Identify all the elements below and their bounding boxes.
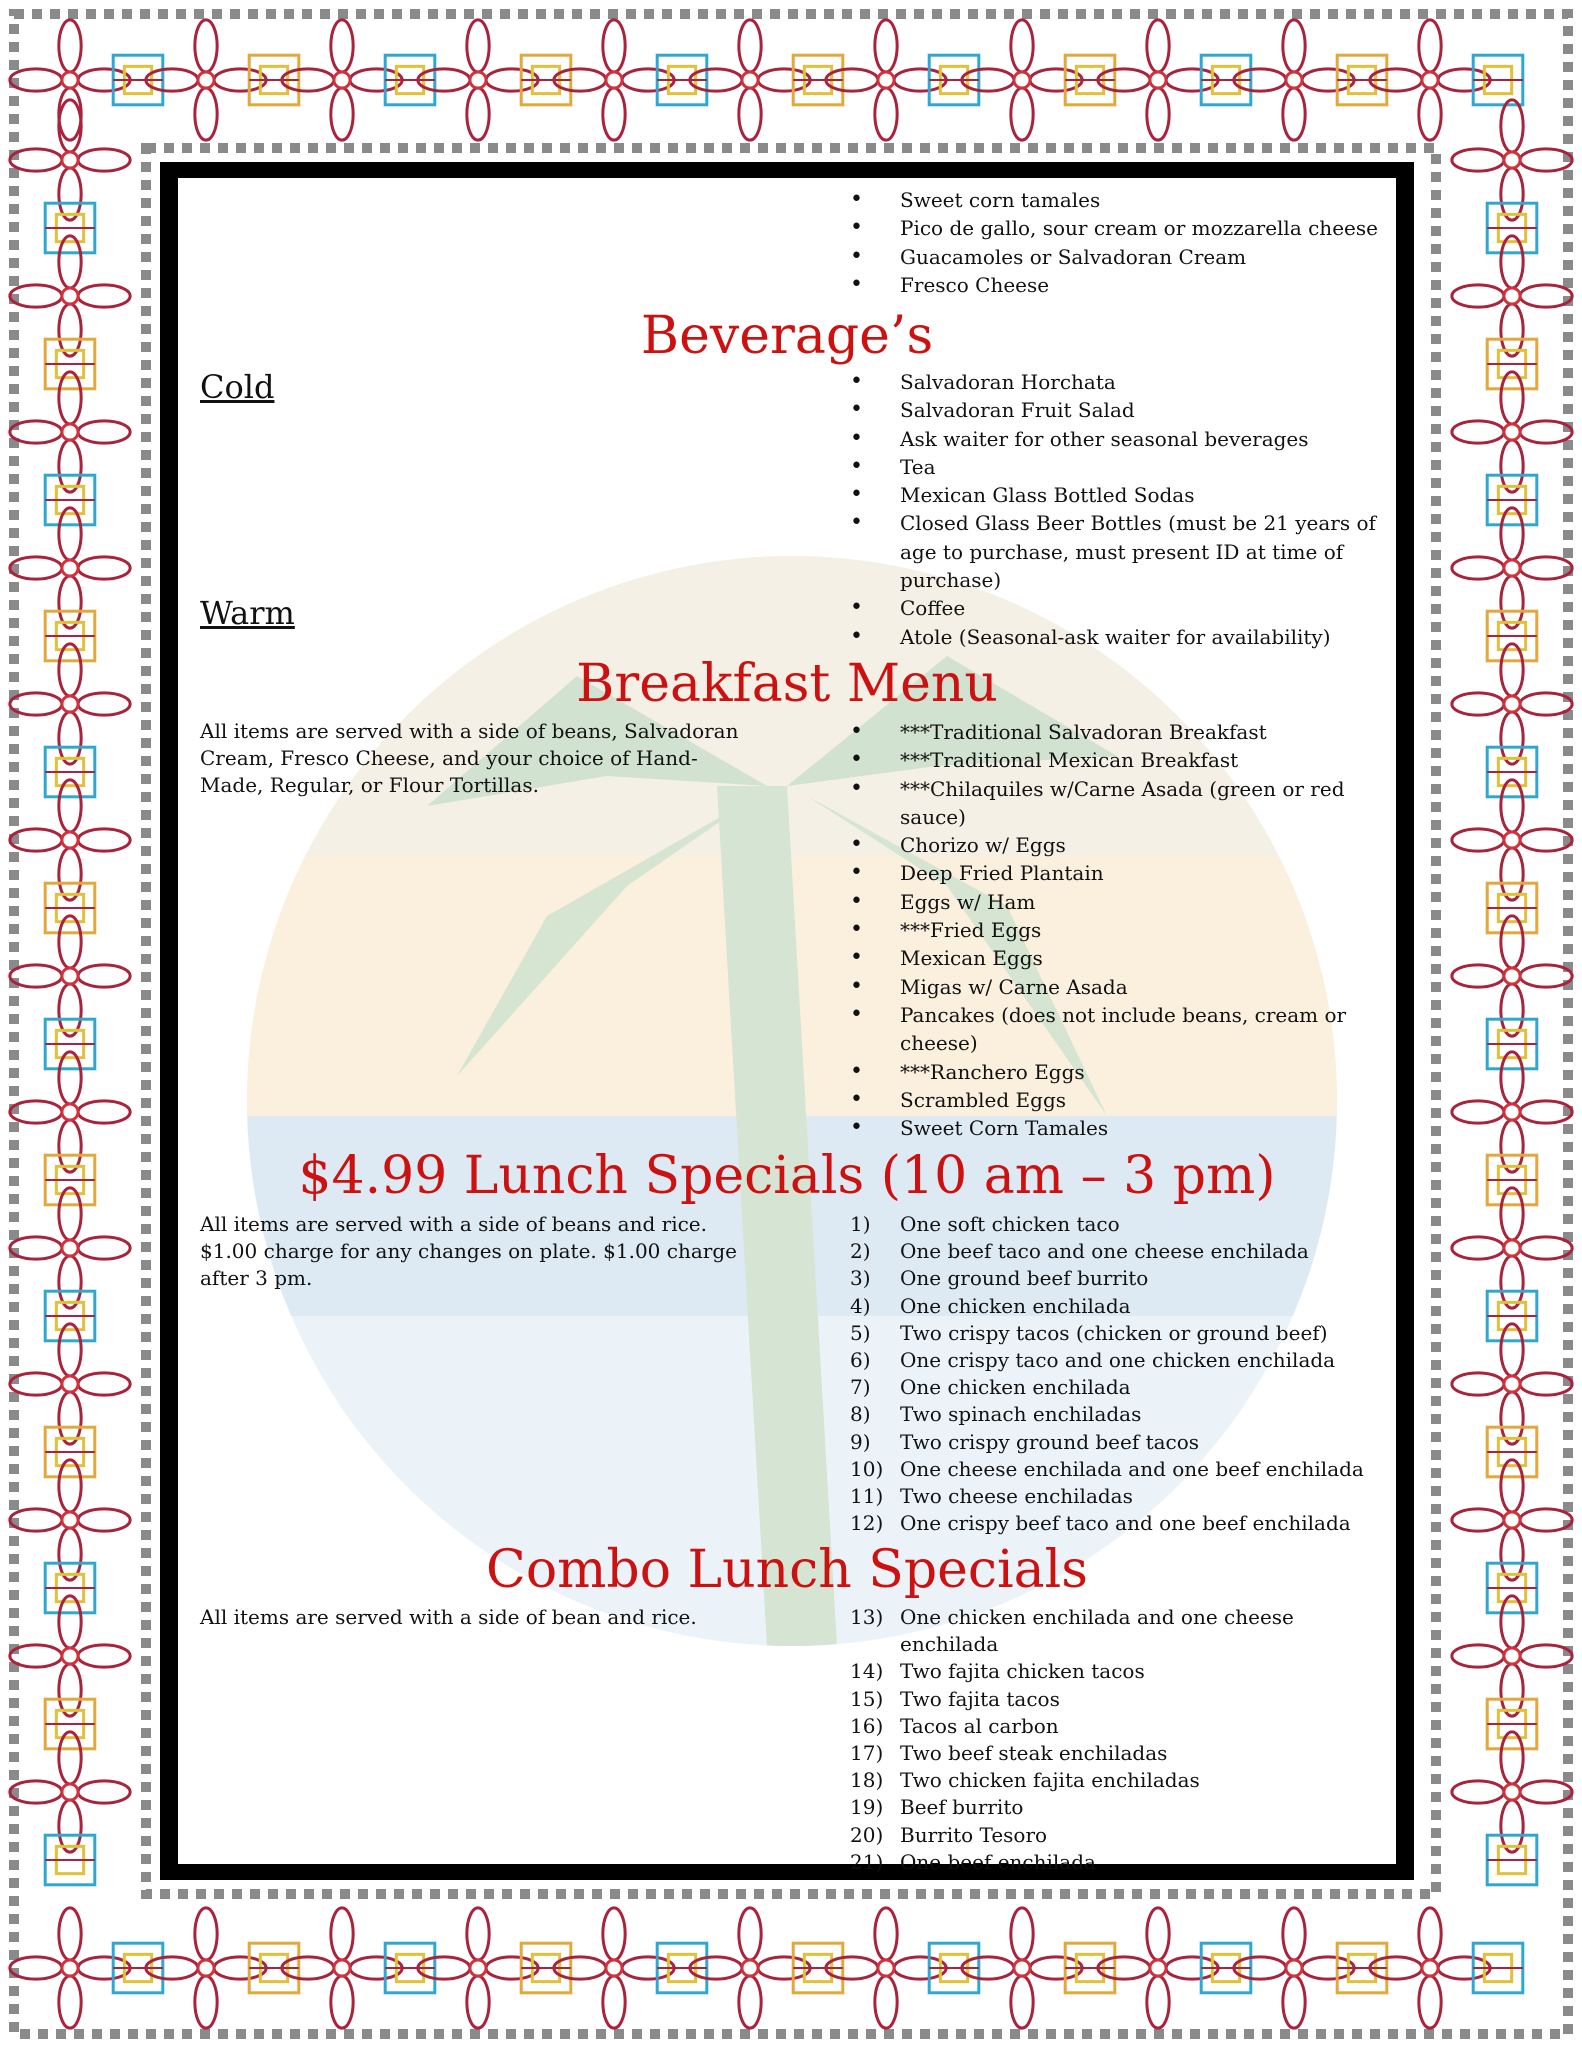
list-item: • Salvadoran Horchata <box>850 368 1380 396</box>
beverage-list <box>850 368 1380 651</box>
list-item: • Pico de gallo, sour cream or mozzarella cheese <box>850 214 1380 242</box>
list-item <box>850 1740 1380 1767</box>
item-number: 21) <box>850 1849 884 1874</box>
list-item <box>850 1604 1380 1658</box>
item-number: 15) <box>850 1686 884 1711</box>
item-text: Two beef steak enchiladas <box>900 1741 1168 1766</box>
item-text: Tacos al carbon <box>900 1713 1059 1738</box>
item-text: Burrito Tesoro <box>900 1822 1048 1847</box>
list-item: • ***Fried Eggs <box>850 916 1380 944</box>
item-text: One beef enchilada <box>900 1849 1096 1874</box>
item-text: One chicken enchilada <box>900 1375 1131 1400</box>
item-number: 14) <box>850 1659 884 1684</box>
item-text: One crispy taco and one chicken enchilada <box>900 1348 1336 1373</box>
item-number: 20) <box>850 1822 884 1847</box>
list-item <box>850 1429 1380 1456</box>
item-text: Two chicken fajita enchiladas <box>900 1768 1200 1793</box>
item-text: Two fajita tacos <box>900 1686 1060 1711</box>
list-item: • Tea <box>850 453 1380 481</box>
list-item <box>850 1794 1380 1821</box>
item-text: Beef burrito <box>900 1795 1024 1820</box>
list-item: • Eggs w/ Ham <box>850 888 1380 916</box>
list-item <box>850 1510 1380 1537</box>
item-text: One cheese enchilada and one beef enchilada <box>900 1456 1364 1481</box>
combo-list <box>850 1604 1380 1876</box>
item-text: One chicken enchilada and one cheese enchilada <box>900 1605 1294 1657</box>
item-number: 13) <box>850 1605 884 1629</box>
item-number: 4) <box>850 1293 871 1318</box>
item-number: 7) <box>850 1375 871 1400</box>
beverages-title: Beverage’s <box>640 306 934 366</box>
item-text: Two spinach enchiladas <box>900 1402 1142 1427</box>
list-item <box>850 1238 1380 1265</box>
list-item <box>850 1713 1380 1740</box>
list-item: • Guacamoles or Salvadoran Cream <box>850 243 1380 271</box>
list-item <box>850 1483 1380 1510</box>
list-item <box>850 1265 1380 1292</box>
list-item: • Scrambled Eggs <box>850 1086 1380 1114</box>
list-item: • Migas w/ Carne Asada <box>850 973 1380 1001</box>
list-item <box>850 1822 1380 1849</box>
item-number: 3) <box>850 1266 871 1291</box>
list-item <box>850 1767 1380 1794</box>
list-item: • Mexican Glass Bottled Sodas <box>850 481 1380 509</box>
list-item: • Sweet Corn Tamales <box>850 1114 1380 1142</box>
combo-title: Combo Lunch Specials <box>486 1540 1088 1600</box>
top-item-list <box>850 186 1380 299</box>
list-item: • Closed Glass Beer Bottles (must be 21 years of age to purchase, must present ID at time of purchase) <box>850 509 1380 594</box>
list-item <box>850 1849 1380 1876</box>
list-item <box>850 1347 1380 1374</box>
list-item <box>850 1456 1380 1483</box>
list-item: • ***Chilaquiles w/Carne Asada (green or red sauce) <box>850 775 1380 832</box>
item-number: 5) <box>850 1320 871 1345</box>
item-text: One ground beef burrito <box>900 1266 1149 1291</box>
item-text: Two crispy ground beef tacos <box>900 1429 1200 1454</box>
item-text: Two cheese enchiladas <box>900 1484 1133 1509</box>
combo-note: All items are served with a side of bean and rice. <box>200 1605 697 1629</box>
breakfast-title: Breakfast Menu <box>576 654 998 714</box>
item-number: 19) <box>850 1795 884 1820</box>
item-number: 16) <box>850 1713 884 1738</box>
lunch-list <box>850 1211 1380 1537</box>
item-text: Two fajita chicken tacos <box>900 1659 1145 1684</box>
item-text: One beef taco and one cheese enchilada <box>900 1239 1309 1264</box>
list-item: • Deep Fried Plantain <box>850 859 1380 887</box>
warm-label: Warm <box>200 594 295 632</box>
item-number: 9) <box>850 1429 871 1454</box>
list-item: • Ask waiter for other seasonal beverages <box>850 425 1380 453</box>
list-item: • Coffee <box>850 594 1380 622</box>
list-item <box>850 1293 1380 1320</box>
list-item: • Salvadoran Fruit Salad <box>850 396 1380 424</box>
list-item: • Chorizo w/ Eggs <box>850 831 1380 859</box>
list-item <box>850 1320 1380 1347</box>
list-item <box>850 1211 1380 1238</box>
list-item <box>850 1374 1380 1401</box>
item-number: 17) <box>850 1741 884 1766</box>
list-item: • Sweet corn tamales <box>850 186 1380 214</box>
list-item: • ***Traditional Mexican Breakfast <box>850 746 1380 774</box>
breakfast-list <box>850 718 1380 1142</box>
item-number: 11) <box>850 1484 884 1509</box>
menu-content <box>178 178 1396 1874</box>
item-text: One soft chicken taco <box>900 1212 1120 1236</box>
lunch-title: $4.99 Lunch Specials (10 am – 3 pm) <box>298 1146 1276 1206</box>
list-item: • Atole (Seasonal-ask waiter for availability) <box>850 623 1380 651</box>
list-item <box>850 1401 1380 1428</box>
item-text: Two crispy tacos (chicken or ground beef) <box>900 1320 1328 1345</box>
item-number: 2) <box>850 1239 871 1264</box>
lunch-note: All items are served with a side of beans and rice. $1.00 charge for any changes on plate. $1.00 charge after 3 pm. <box>200 1212 737 1290</box>
list-item: • ***Ranchero Eggs <box>850 1058 1380 1086</box>
item-text: One chicken enchilada <box>900 1293 1131 1318</box>
list-item: • Fresco Cheese <box>850 271 1380 299</box>
list-item <box>850 1658 1380 1685</box>
breakfast-note: All items are served with a side of beans, Salvadoran Cream, Fresco Cheese, and your choice of Hand-Made, Regular, or Flour Tortillas. <box>200 719 739 797</box>
item-number: 10) <box>850 1456 884 1481</box>
list-item: • Pancakes (does not include beans, cream or cheese) <box>850 1001 1380 1058</box>
item-number: 1) <box>850 1212 871 1236</box>
item-number: 8) <box>850 1402 871 1427</box>
item-number: 6) <box>850 1348 871 1373</box>
list-item <box>850 1686 1380 1713</box>
cold-label: Cold <box>200 368 275 406</box>
item-number: 18) <box>850 1768 884 1793</box>
list-item: • Mexican Eggs <box>850 944 1380 972</box>
item-number: 12) <box>850 1511 884 1536</box>
item-text: One crispy beef taco and one beef enchilada <box>900 1511 1351 1536</box>
list-item: • ***Traditional Salvadoran Breakfast <box>850 718 1380 746</box>
